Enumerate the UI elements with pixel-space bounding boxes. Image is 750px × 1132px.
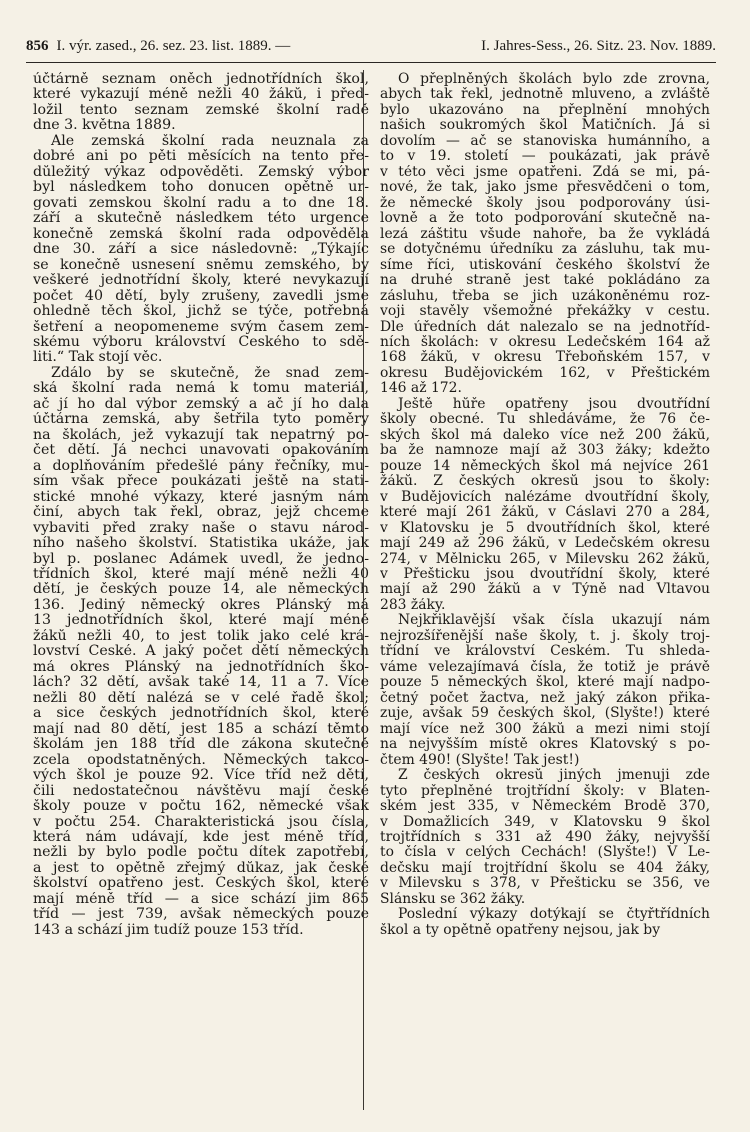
text-line: Slánsku se 362 žáky. (380, 891, 526, 907)
text-line: škol a ty opětně opatřeny nejsou, jak by (380, 922, 661, 938)
text-line: v Milevsku s 378, v Přešticku se 356, ve (380, 876, 710, 892)
text-line: které vykazují méně nežli 40 žáků, i před- (33, 87, 369, 103)
text-line: našich soukromých škol Matičních. Já si (380, 118, 710, 134)
text-line: 136. Jediný německý okres Plánský má (33, 597, 369, 613)
text-line: dne 3. května 1889. (33, 118, 176, 134)
text-line: mají až 290 žáků a v Týně nad Vltavou (380, 582, 710, 598)
text-line: účtárna zemská, aby šetřila tyto poměry (33, 412, 369, 428)
text-line: nežli by bylo podle počtu dítek zapotřebí, (33, 845, 369, 861)
text-line: ač jí ho dal výbor zemský a ač jí ho dala (33, 396, 369, 412)
text-line: a jest to opětně zřejmý důkaz, jak české (33, 860, 369, 876)
text-line: to čísla v celých Čechách! (Slyšte!) V Le- (380, 845, 710, 861)
text-line: to v 19. století — poukázati, jak právě (380, 149, 710, 165)
text-line: skému výboru království Českého to sdě- (33, 334, 369, 350)
text-line: dečsku mají trojtřídní školu se 404 žáky, (380, 860, 710, 876)
text-line: na nejvyšším místě okres Klatovský s po- (380, 737, 710, 753)
text-line: na školách, jež vykazují tak nepatrný po- (33, 427, 369, 443)
text-line: Zdálo by se skutečně, že snad zem- (51, 365, 369, 381)
text-line: účtárně seznam oněch jednotřídních škol, (33, 72, 369, 87)
column-divider (363, 70, 364, 1110)
text-line: které mají 261 žáků, v Čáslavi 270 a 284, (380, 505, 710, 521)
text-line: ská školní rada nemá k tomu materiál, (33, 381, 369, 397)
text-line: 283 žáky. (380, 597, 446, 613)
text-line: ském jest 335, v Německém Brodě 370, (380, 799, 710, 815)
text-line: lovně a že toto podporování skutečně na- (380, 211, 710, 227)
text-line: mají nad 80 dětí, jest 185 a schází těmto (33, 721, 369, 737)
text-line: Poslední výkazy dotýkají se čtyřtřídních (398, 907, 710, 923)
right-column (380, 72, 710, 938)
text-line: 146 až 172. (380, 381, 462, 397)
text-line: abych tak řekl, jednotně mluveno, a zvláště (380, 87, 710, 103)
page-number: 856 (26, 38, 49, 54)
text-line: zuje, avšak 59 českých škol, (Slyšte!) které (380, 706, 710, 722)
header-left-text: I. výr. zased., 26. sez. 23. list. 1889. — (56, 38, 291, 54)
text-line: na druhé straně jest také pokládáno za (380, 273, 710, 289)
text-line: vybaviti před zraky naše o stavu národ- (33, 520, 369, 536)
text-line: govati zemskou školní radu a to dne 18. (33, 195, 369, 211)
text-line: mají 249 až 296 žáků, v Ledečském okresu (380, 536, 710, 552)
text-line: váme velezajímavá čísla, že totiž je právě (380, 659, 710, 675)
text-line: dne 30. září a sice následovně: „Týkajíc (33, 242, 369, 258)
text-line: a sice českých jednotřídních škol, které (33, 706, 369, 722)
text-line: v Přešticku jsou dvoutřídní školy, které (380, 567, 710, 582)
text-line: veškeré jednotřídní školy, které nevykazují (33, 273, 369, 289)
text-line: v počtu 254. Charakteristická jsou čísla, (33, 814, 369, 830)
text-line: počet 40 dětí, byly zrušeny, zavedli jsme (33, 288, 369, 304)
text-line: dovolím — ač se stanoviska humánního, a (380, 133, 710, 149)
text-line: lách? 32 dětí, avšak také 14, 11 a 7. Více (33, 675, 369, 691)
text-line: činí, abych tak řekl, obraz, jejž chceme (33, 505, 369, 521)
text-line: 274, v Mělnicku 265, v Milevsku 262 žáků, (380, 551, 710, 567)
text-line: lovství České. A jaký počet dětí německých (33, 644, 369, 660)
text-line: třídní ve království Českém. Tu shleda- (380, 644, 710, 660)
text-line: liti.“ Tak stojí věc. (33, 350, 163, 366)
text-line: lezá záštitu všude nahoře, ba že vykládá (380, 226, 710, 242)
text-line: sím však přece poukázati ještě na stati- (33, 474, 369, 490)
text-line: dětí, je českých pouze 14, ale německých (33, 582, 369, 598)
text-line: trojtřídních s 331 až 490 žáky, nejvyšší (380, 829, 710, 845)
text-line: ba že namnoze mají až 303 žáky; kdežto (380, 443, 710, 459)
text-line: že německé školy jsou podporovány úsi- (380, 195, 710, 211)
text-line: bylo ukazováno na přeplnění mnohých (380, 102, 710, 118)
text-line: v této věci jsme opatřeni. Zdá se mi, pá- (380, 164, 710, 180)
text-line: Z českých okresů jiných jmenuji zde (398, 768, 710, 784)
text-line: O přeplněných školách bylo zde zrovna, (398, 72, 710, 87)
text-line: ských škol má daleko více než 200 žáků, (380, 427, 710, 443)
text-line: byl p. poslanec Adámek uvedl, že jedno- (33, 551, 369, 567)
text-line: v Budějovicích nalézáme dvoutřídní školy, (380, 489, 710, 505)
header-left (26, 38, 290, 55)
text-line: byl následkem toho donucen opětně ur- (33, 180, 369, 196)
text-line: 143 a schází jim tudíž pouze 153 tříd. (33, 922, 304, 938)
text-line: pouze 5 německých škol, které mají nadpo- (380, 675, 710, 691)
text-line: ního našeho školství. Statistika ukáže, jak (33, 536, 369, 552)
text-line: konečně zemská školní rada odpověděla (33, 226, 369, 242)
text-line: mají více než 300 žáků a mezi nimi stojí (380, 721, 710, 737)
text-line: voji stavěly všemožné překážky v cestu. (380, 304, 710, 320)
text-line: která nám udávají, kde jest méně tříd, (33, 829, 369, 845)
text-line: okresu Budějovickém 162, v Přeštickém (380, 365, 710, 381)
text-line: Ale zemská školní rada neuznala za (51, 133, 369, 149)
text-line: tříd — jest 739, avšak německých pouze (33, 907, 369, 923)
text-line: školství opatřeno jest. Českých škol, které (33, 876, 369, 892)
text-line: 13 jednotřídních škol, které mají méně (33, 613, 369, 629)
text-line: čet dětí. Já nechci unavovati opakováním (33, 443, 369, 459)
text-line: má okres Plánský na jednotřídních ško- (33, 659, 369, 675)
text-line: se dotyčnému úředníku za zásluhu, tak mu- (380, 242, 710, 258)
text-line: v Domažlicích 349, v Klatovsku 9 škol (380, 814, 710, 830)
text-line: mají méně tříd — a sice schází jim 865 (33, 891, 369, 907)
running-header (26, 38, 716, 60)
text-line: čtem 490! (Slyšte! Tak jest!) (380, 752, 580, 768)
text-line: tyto přeplněné trojtřídní školy: v Blaten- (380, 783, 710, 799)
text-line: školy pouze v počtu 162, německé však (33, 799, 369, 815)
text-line: Ještě hůře opatřeny jsou dvoutřídní (398, 396, 710, 412)
text-line: vých škol je pouze 92. Více tříd než dětí, (33, 768, 369, 784)
text-line: se konečně usnesení sněmu zemského, by (33, 257, 369, 273)
text-line: zásluhu, třeba se jich uzákoněnému roz- (380, 288, 710, 304)
text-line: nové, že tak, jako jsme přesvědčeni o tom, (380, 180, 710, 196)
text-line: četný počet žactva, než jaký zákon přika- (380, 690, 710, 706)
header-rule (26, 62, 716, 63)
text-line: ních školách: v okresu Ledečském 164 až (380, 334, 710, 350)
text-line: pouze 14 německých škol má nejvíce 261 (380, 458, 710, 474)
text-line: šetření a neopomeneme svým časem zem- (33, 319, 369, 335)
text-line: nežli 80 dětí nalézá se v celé řadě škol; (33, 690, 369, 706)
text-line: a doplňováním předešlé pány řečníky, mu- (33, 458, 369, 474)
text-line: třídních škol, které mají méně nežli 40 (33, 567, 369, 582)
text-line: školy obecné. Tu shledáváme, že 76 če- (380, 412, 710, 428)
text-line: žáků. Z českých okresů jsou to školy: (380, 474, 710, 490)
text-line: důležitý výkaz odpověděti. Zemský výbor (33, 164, 369, 180)
text-line: 168 žáků, v okresu Třeboňském 157, v (380, 350, 710, 366)
text-line: síme říci, utiskování českého školství že (380, 257, 710, 273)
text-line: školám jen 188 tříd dle zákona skutečně (33, 737, 369, 753)
header-right-text: I. Jahres-Sess., 26. Sitz. 23. Nov. 1889. (481, 38, 716, 54)
left-column (33, 72, 369, 938)
text-line: zcela opodstatněných. Německých takco- (33, 752, 369, 768)
text-line: v Klatovsku je 5 dvoutřídních škol, které (380, 520, 710, 536)
text-line: Nejkřiklavější však čísla ukazují nám (398, 613, 710, 629)
text-line: září a skutečně následkem této urgence (33, 211, 369, 227)
text-line: žáků nežli 40, to jest tolik jako celé krá- (33, 628, 369, 644)
text-line: stické mnohé výkazy, které jasným nám (33, 489, 369, 505)
text-line: dobré ani po pěti měsících na tento pře- (33, 149, 369, 165)
text-line: Dle úředních dát nalezalo se na jednotříd- (380, 319, 710, 335)
text-line: ložil tento seznam zemské školní radě (33, 102, 369, 118)
text-line: ohledně těch škol, jichž se týče, potřebná (33, 304, 369, 320)
text-line: nejrozšířenější naše školy, t. j. školy troj- (380, 628, 710, 644)
text-line: čili nedostatečnou návštěvu mají české (33, 783, 369, 799)
